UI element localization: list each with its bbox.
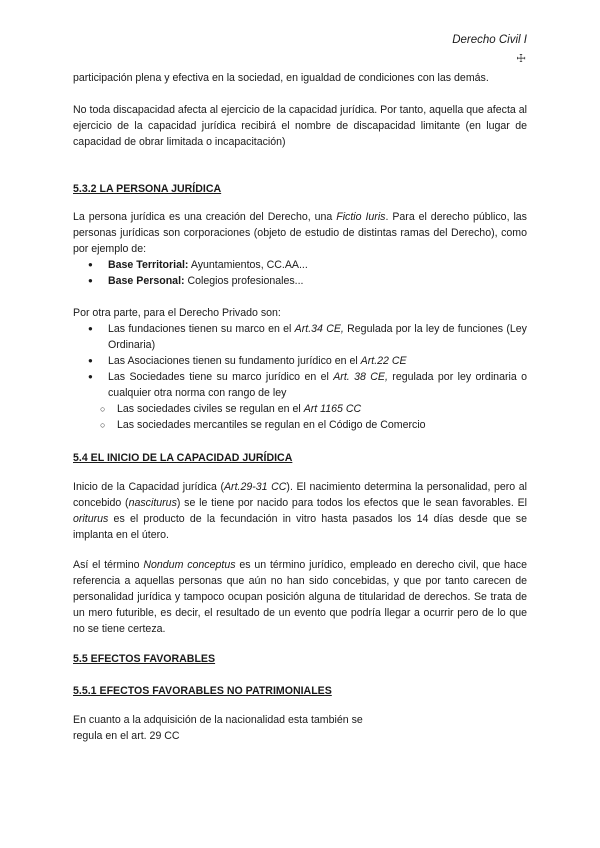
private-law-list <box>73 321 527 433</box>
heading-5-5: 5.5 EFECTOS FAVORABLES <box>73 653 216 665</box>
list-item: ○ Las sociedades civiles se regulan en el Art 1165 CC <box>99 401 527 417</box>
private-law-intro: Por otra parte, para el Derecho Privado son: <box>73 307 281 319</box>
list-item: ● Las Sociedades tiene su marco jurídico en el Art. 38 CE, regulada por ley ordinaria o cualquier otra norma con rango de ley <box>73 369 527 401</box>
heading-5-4: 5.4 EL INICIO DE LA CAPACIDAD JURÍDICA <box>73 452 293 464</box>
inicio-capacidad-paragraph: Inicio de la Capacidad jurídica (Art.29-31 CC). El nacimiento determina la personalidad, pero al concebido (nasciturus) se le tiene por nacido para todos los efectos que le sean favorables. El oriturus es el producto de la fecundación in vitro hasta pasados los 14 días desde que se implanta en el útero. <box>73 481 527 541</box>
list-item: ○ Las sociedades mercantiles se regulan en el Código de Comercio <box>99 417 527 433</box>
list-item: ● Base Personal: Colegios profesionales... <box>73 273 527 289</box>
nondum-conceptus-paragraph: Así el término Nondum conceptus es un término jurídico, empleado en derecho civil, que hace referencia a aquellas personas que aún no han sido concebidas, y que por tanto carecen de personalidad jurídica y tampoco ocupan posición alguna de titularidad de derechos. Se trata de un mero futurible, es decir, el resultado de un evento que podría llegar a ocurrir pero de lo que no se tiene certeza. <box>73 559 528 635</box>
public-law-list <box>73 257 527 289</box>
intro-paragraph-1: participación plena y efectiva en la sociedad, en igualdad de condiciones con las demás. <box>73 72 489 84</box>
cross-icon: ☩ <box>516 53 526 65</box>
heading-5-3-2: 5.3.2 LA PERSONA JURÍDICA <box>73 183 222 195</box>
list-item: ● Base Territorial: Ayuntamientos, CC.AA... <box>73 257 527 273</box>
persona-juridica-paragraph: La persona jurídica es una creación del Derecho, una Fictio Iuris. Para el derecho público, las personas jurídicas son corporaciones (objeto de estudio de distintas ramas del Derecho), como por ejemplo de: <box>73 211 527 255</box>
list-item: ● Las Asociaciones tienen su fundamento jurídico en el Art.22 CE <box>73 353 527 369</box>
nacionalidad-line-2: regula en el art. 29 CC <box>73 730 180 742</box>
page-header-title: Derecho Civil I <box>452 34 527 46</box>
nacionalidad-line-1: En cuanto a la adquisición de la nacionalidad esta también se <box>73 714 363 726</box>
intro-paragraph-2: No toda discapacidad afecta al ejercicio de la capacidad jurídica. Por tanto, aquella que afecta al ejercicio de la capacidad jurídica recibirá el nombre de discapacidad limitante (en lugar de capacidad de obrar limitada o incapacitación) <box>73 104 527 148</box>
heading-5-5-1: 5.5.1 EFECTOS FAVORABLES NO PATRIMONIALES <box>73 685 332 697</box>
list-item: ● Las fundaciones tienen su marco en el Art.34 CE, Regulada por la ley de funciones (Ley Ordinaria) <box>73 321 527 353</box>
